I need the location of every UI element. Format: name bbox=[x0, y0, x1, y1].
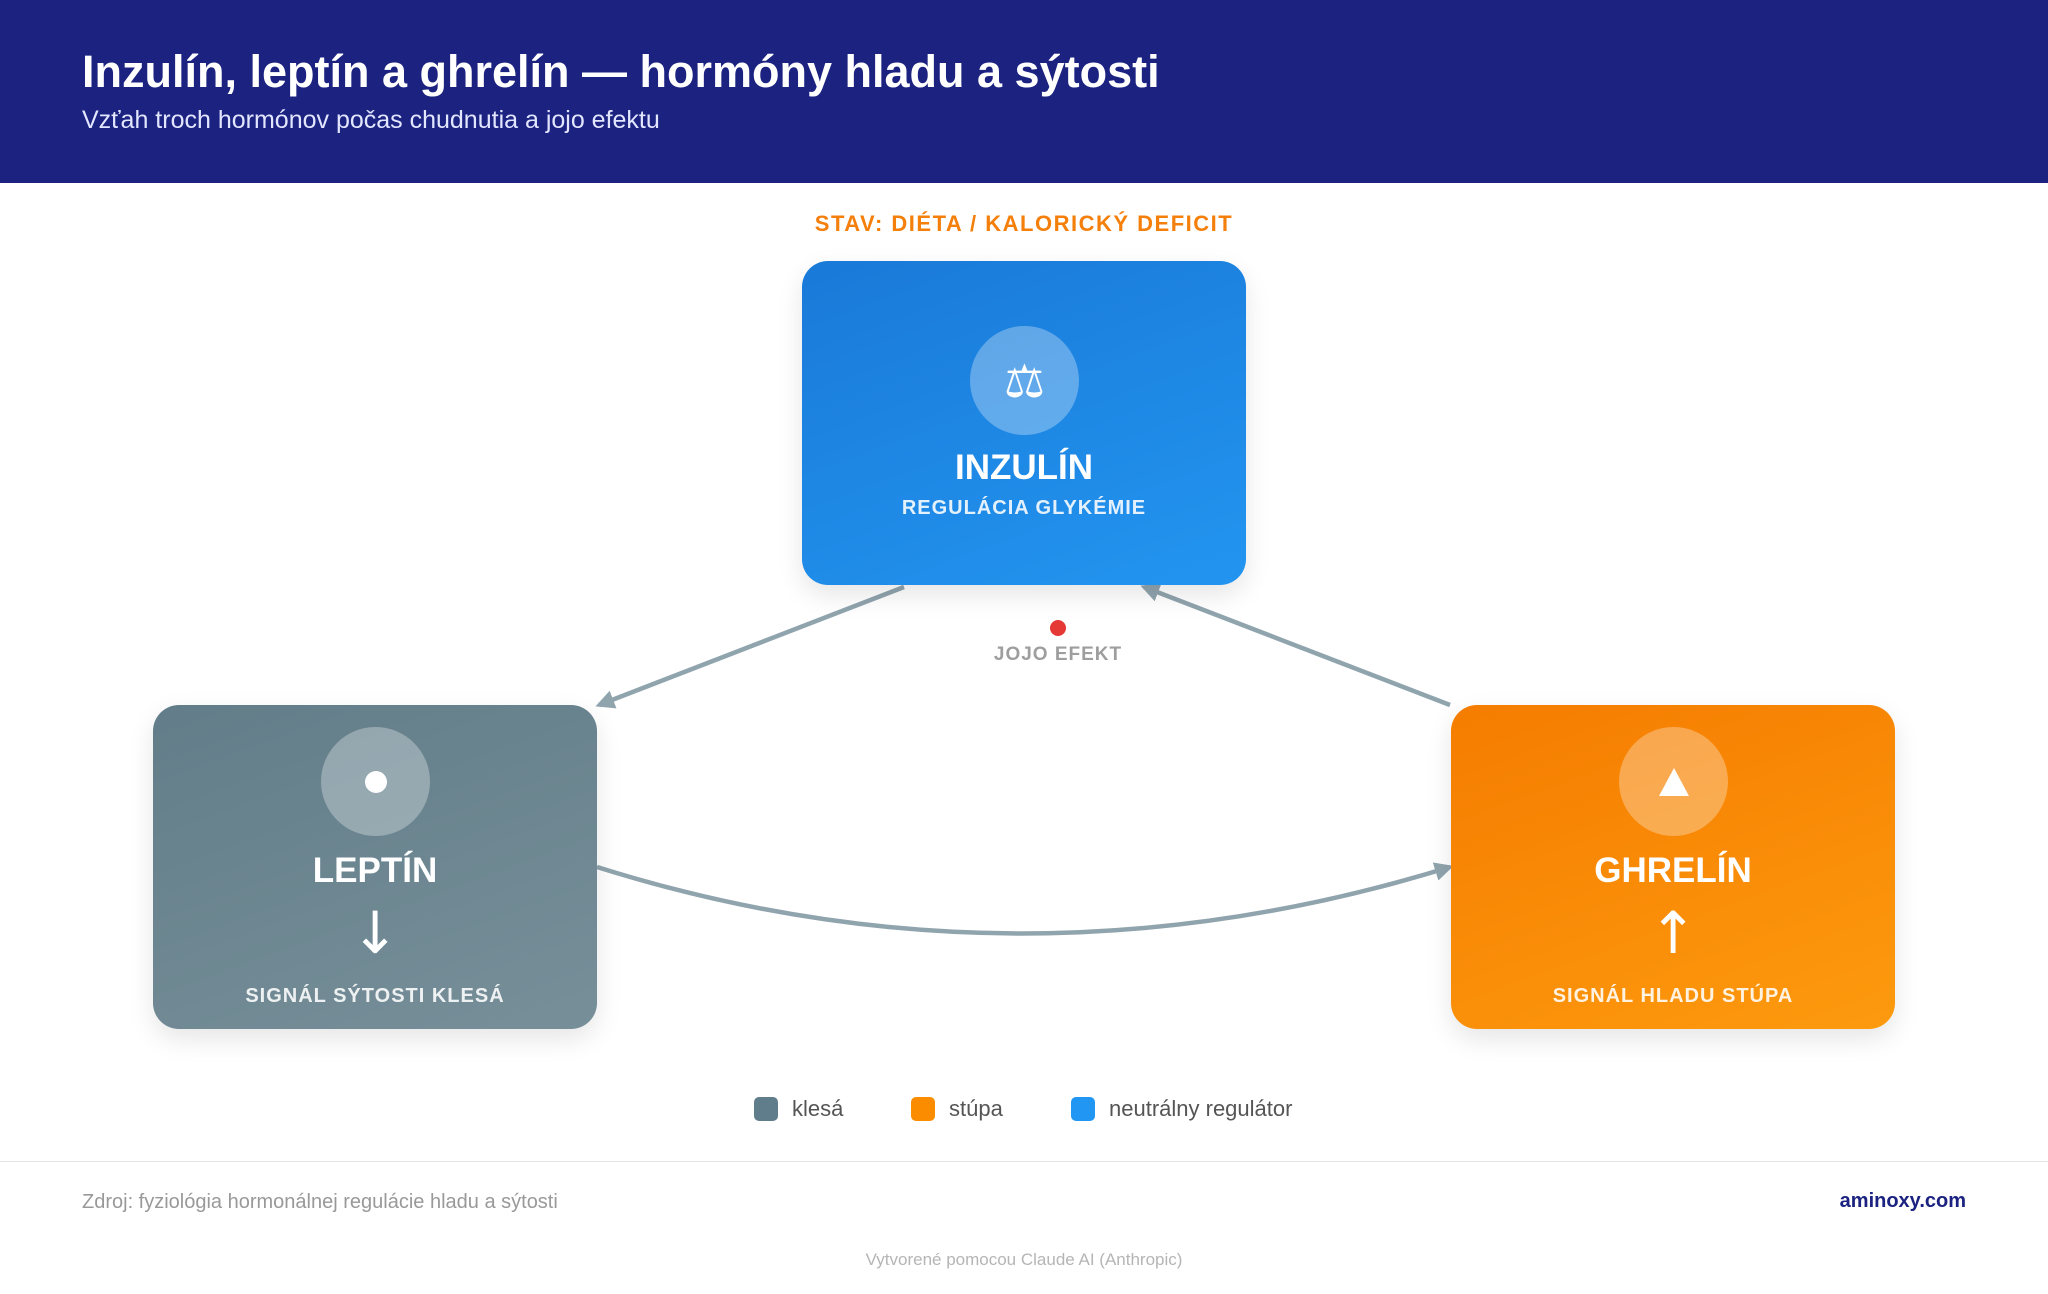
insulin-card bbox=[802, 261, 1246, 585]
arrow-insulin-to-leptin bbox=[599, 587, 904, 705]
dot-icon bbox=[321, 727, 430, 836]
page-title: Inzulín, leptín a ghrelín — hormóny hladu a sýtosti bbox=[82, 46, 1160, 97]
yoyo-dot-icon bbox=[1050, 620, 1066, 636]
legend-label-decrease: klesá bbox=[792, 1096, 844, 1121]
legend-swatch-neutral bbox=[1071, 1097, 1095, 1121]
arrow-leptin-to-ghrelin bbox=[597, 867, 1450, 934]
yoyo-label: JOJO EFEKT bbox=[993, 644, 1123, 665]
ghrelin-name: GHRELÍN bbox=[1594, 851, 1752, 890]
legend-swatch-increase bbox=[911, 1097, 935, 1121]
page-subtitle: Vzťah troch hormónov počas chudnutia a jojo efektu bbox=[82, 106, 660, 134]
credit-note: Vytvorené pomocou Claude AI (Anthropic) bbox=[865, 1250, 1183, 1269]
legend-item-decrease bbox=[754, 1096, 843, 1122]
leptin-card bbox=[153, 705, 597, 1029]
legend-label-increase: stúpa bbox=[949, 1096, 1003, 1121]
insulin-name: INZULÍN bbox=[954, 448, 1094, 487]
legend-item-neutral bbox=[1071, 1096, 1292, 1122]
ghrelin-card bbox=[1451, 705, 1895, 1029]
brand-link[interactable]: aminoxy.com bbox=[1839, 1190, 1966, 1212]
state-label: STAV: DIÉTA / KALORICKÝ DEFICIT bbox=[814, 211, 1234, 236]
legend-label-neutral: neutrálny regulátor bbox=[1109, 1096, 1293, 1121]
leptin-name: LEPTÍN bbox=[312, 851, 438, 890]
ghrelin-subtitle: SIGNÁL HLADU STÚPA bbox=[1552, 985, 1794, 1007]
legend-swatch-decrease bbox=[754, 1097, 778, 1121]
leptin-subtitle: SIGNÁL SÝTOSTI KLESÁ bbox=[245, 985, 505, 1007]
insulin-subtitle: REGULÁCIA GLYKÉMIE bbox=[901, 497, 1147, 519]
arrow-up-icon: ↑ bbox=[1648, 899, 1698, 967]
footer-divider bbox=[0, 1161, 2048, 1162]
triangle-up-icon bbox=[1619, 727, 1728, 836]
arrow-down-icon: ↓ bbox=[350, 899, 400, 967]
source-note: Zdroj: fyziológia hormonálnej regulácie hladu a sýtosti bbox=[82, 1191, 558, 1213]
scales-icon: ⚖ bbox=[970, 326, 1079, 435]
legend-item-increase bbox=[911, 1096, 1003, 1122]
